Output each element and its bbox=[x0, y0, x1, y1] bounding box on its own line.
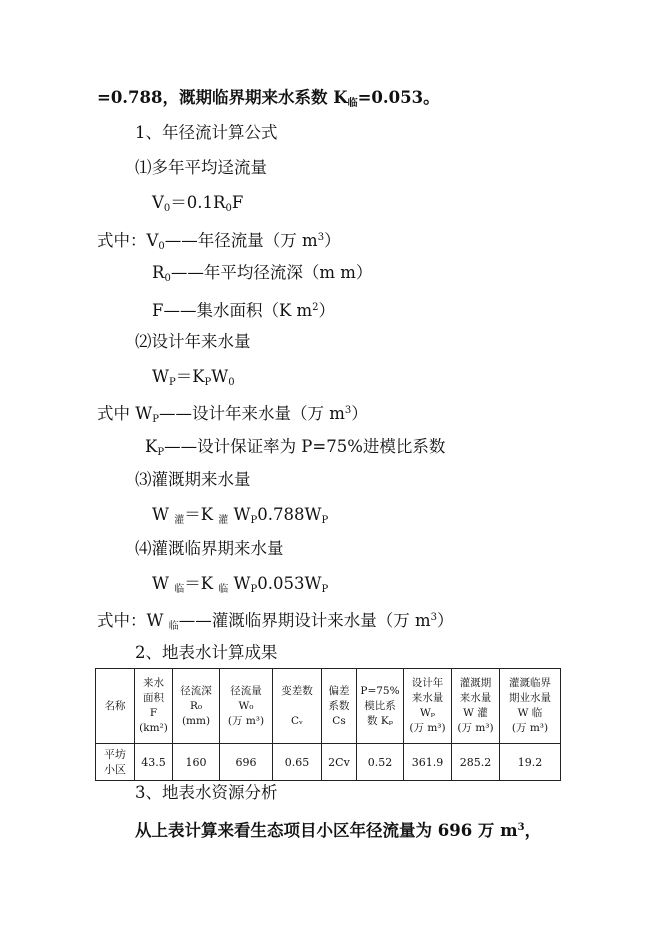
header-cell: 名称 bbox=[96, 669, 135, 744]
value-cell: 0.52 bbox=[357, 744, 404, 781]
definition-f: F——集水面积（K $m^2$） bbox=[152, 301, 336, 320]
definition-w-critical: 式中：W $_临$——灌溉临界期设计来水量（万 $m^3$） bbox=[97, 611, 454, 632]
definition-r0: $R_0——$年平均径流深（m m） bbox=[152, 263, 373, 284]
header-cell: 灌溉期 来水量 W 灌 (万 m³) bbox=[452, 669, 500, 744]
header-cell: 偏差 系数 Cs bbox=[322, 669, 357, 744]
table-row bbox=[96, 744, 561, 781]
formula-3: W $_灌$＝K $_灌$ $W_P0.788W_P$ bbox=[152, 505, 329, 526]
table-header-row bbox=[96, 669, 561, 744]
definition-wp: 式中 $W_P——$设计年来水量（万 $m^3$） bbox=[97, 404, 368, 425]
row-name-cell: 平坊 小区 bbox=[96, 744, 135, 781]
value-cell: 696 bbox=[220, 744, 273, 781]
value-cell: 2Cv bbox=[322, 744, 357, 781]
formula-1: $V_0=0.1R_0F$ bbox=[152, 193, 244, 214]
formula-2: $W_P=K_PW_0$ bbox=[152, 367, 235, 388]
value-cell: 285.2 bbox=[452, 744, 500, 781]
section-heading-3: 3、地表水资源分析 bbox=[135, 783, 278, 802]
item-label-4: ⑷灌溉临界期来水量 bbox=[135, 539, 284, 558]
header-cell: 设计年 来水量 Wₚ (万 m³) bbox=[404, 669, 452, 744]
value-cell: 361.9 bbox=[404, 744, 452, 781]
value-cell: 19.2 bbox=[500, 744, 561, 781]
definition-kp: $K_P——$设计保证率为 P=75%进模比系数 bbox=[145, 437, 446, 458]
header-cell: 径流量 W₀ (万 m³) bbox=[220, 669, 273, 744]
section-heading-1: 1、年径流计算公式 bbox=[135, 123, 278, 142]
results-table bbox=[95, 668, 561, 781]
value-cell: 43.5 bbox=[135, 744, 173, 781]
definition-v0: 式中：$V_0——$年径流量（万 $m^3$） bbox=[97, 231, 341, 252]
header-cell: 灌溉临界 期业水量 W 临 (万 m³) bbox=[500, 669, 561, 744]
header-cell: 来水 面积 F (km²) bbox=[135, 669, 173, 744]
header-cell: P=75% 模比系 数 Kₚ bbox=[357, 669, 404, 744]
item-label-1: ⑴多年平均迳流量 bbox=[135, 158, 267, 177]
final-paragraph: 从上表计算来看生态项目小区年径流量为 696 万 $m^3$， bbox=[135, 821, 542, 840]
header-cell: 径流深 R₀ (mm) bbox=[173, 669, 220, 744]
item-label-2: ⑵设计年来水量 bbox=[135, 332, 251, 351]
value-cell: 0.65 bbox=[273, 744, 322, 781]
value-cell: 160 bbox=[173, 744, 220, 781]
formula-4: W $_临$＝K $_临$ $W_P0.053W_P$ bbox=[152, 574, 329, 595]
item-label-3: ⑶灌溉期来水量 bbox=[135, 470, 251, 489]
intro-line: =0.788，溉期临界期来水系数 $K_临=0.053$。 bbox=[97, 88, 440, 109]
header-cell: 变差数 Cᵥ bbox=[273, 669, 322, 744]
section-heading-2: 2、地表水计算成果 bbox=[135, 643, 278, 662]
